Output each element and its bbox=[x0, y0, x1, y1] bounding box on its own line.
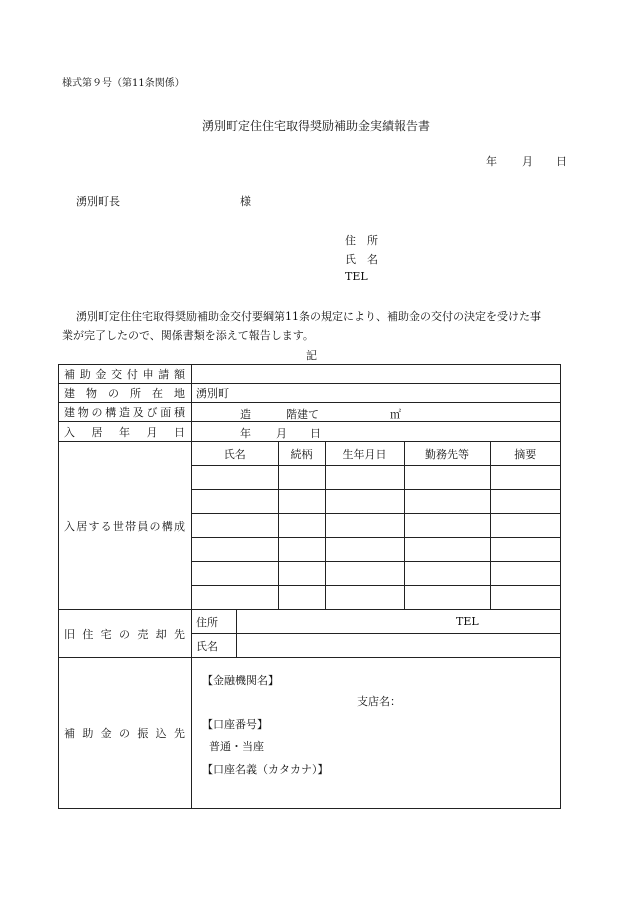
household-row bbox=[192, 562, 560, 586]
body-text-line1: 湧別町定住住宅取得奨励補助金交付要綱第11条の規定により、補助金の交付の決定を受けた事 bbox=[76, 310, 541, 323]
location-label: 建物の所在地 bbox=[59, 384, 192, 403]
former-house-label: 旧住宅の売却先 bbox=[59, 610, 192, 658]
former-address-field[interactable] bbox=[237, 610, 561, 634]
move-in-field[interactable] bbox=[192, 422, 561, 442]
structure-label: 建物の構造及び面積 bbox=[59, 403, 192, 422]
former-address-label: 住所 bbox=[192, 610, 237, 634]
move-in-day: 日 bbox=[310, 427, 321, 440]
household-header-name: 氏名 bbox=[223, 447, 246, 461]
household-row bbox=[192, 586, 560, 610]
addressee: 湧別町長 bbox=[76, 195, 120, 208]
applicant-address-label: 住 所 bbox=[345, 234, 378, 247]
household-header-workplace: 勤務先等 bbox=[404, 442, 490, 466]
former-name-field[interactable] bbox=[237, 634, 561, 658]
household-header-remarks: 摘要 bbox=[490, 442, 560, 466]
form-number: 様式第９号（第11条関係） bbox=[62, 78, 185, 89]
document-title: 湧別町定住住宅取得奨励補助金実績報告書 bbox=[202, 119, 431, 133]
amount-label: 補助金交付申請額 bbox=[59, 365, 192, 384]
household-header-relation: 続柄 bbox=[278, 442, 325, 466]
ki-label: 記 bbox=[306, 349, 317, 362]
location-value: 湧別町 bbox=[196, 387, 229, 400]
structure-floors: 階建て bbox=[286, 408, 319, 421]
bank-name-label: 【金融機関名】 bbox=[202, 674, 279, 687]
former-tel-label: TEL bbox=[456, 615, 479, 628]
account-type: 普通・当座 bbox=[209, 740, 264, 753]
move-in-year: 年 bbox=[240, 427, 251, 440]
structure-unit: ㎡ bbox=[390, 408, 401, 421]
location-field[interactable] bbox=[192, 384, 561, 403]
report-table bbox=[58, 364, 561, 809]
account-number-label: 【口座番号】 bbox=[202, 718, 268, 731]
household-row bbox=[192, 466, 560, 490]
move-in-month: 月 bbox=[276, 427, 287, 440]
account-holder-label: 【口座名義（カタカナ）】 bbox=[202, 763, 329, 776]
household-header-birthdate: 生年月日 bbox=[325, 442, 404, 466]
date-year: 年 bbox=[486, 155, 497, 168]
date-day: 日 bbox=[556, 155, 567, 168]
amount-field[interactable] bbox=[192, 365, 561, 384]
household-row bbox=[192, 490, 560, 514]
applicant-tel-label: TEL bbox=[345, 270, 368, 283]
transfer-label: 補助金の振込先 bbox=[59, 658, 192, 809]
household-row bbox=[192, 538, 560, 562]
branch-label: 支店名： bbox=[357, 695, 401, 708]
date-month: 月 bbox=[522, 155, 533, 168]
former-name-label: 氏名 bbox=[192, 634, 237, 658]
structure-zo: 造 bbox=[240, 408, 251, 421]
household-row bbox=[192, 514, 560, 538]
honorific: 様 bbox=[240, 195, 251, 208]
body-text-line2: 業が完了したので、関係書類を添えて報告します。 bbox=[62, 329, 314, 342]
household-grid bbox=[192, 442, 561, 610]
household-label: 入居する世帯員の構成 bbox=[59, 442, 192, 610]
move-in-label: 入居年月日 bbox=[59, 422, 192, 442]
transfer-field[interactable] bbox=[192, 658, 561, 809]
structure-field[interactable] bbox=[192, 403, 561, 422]
applicant-name-label: 氏 名 bbox=[345, 253, 378, 266]
